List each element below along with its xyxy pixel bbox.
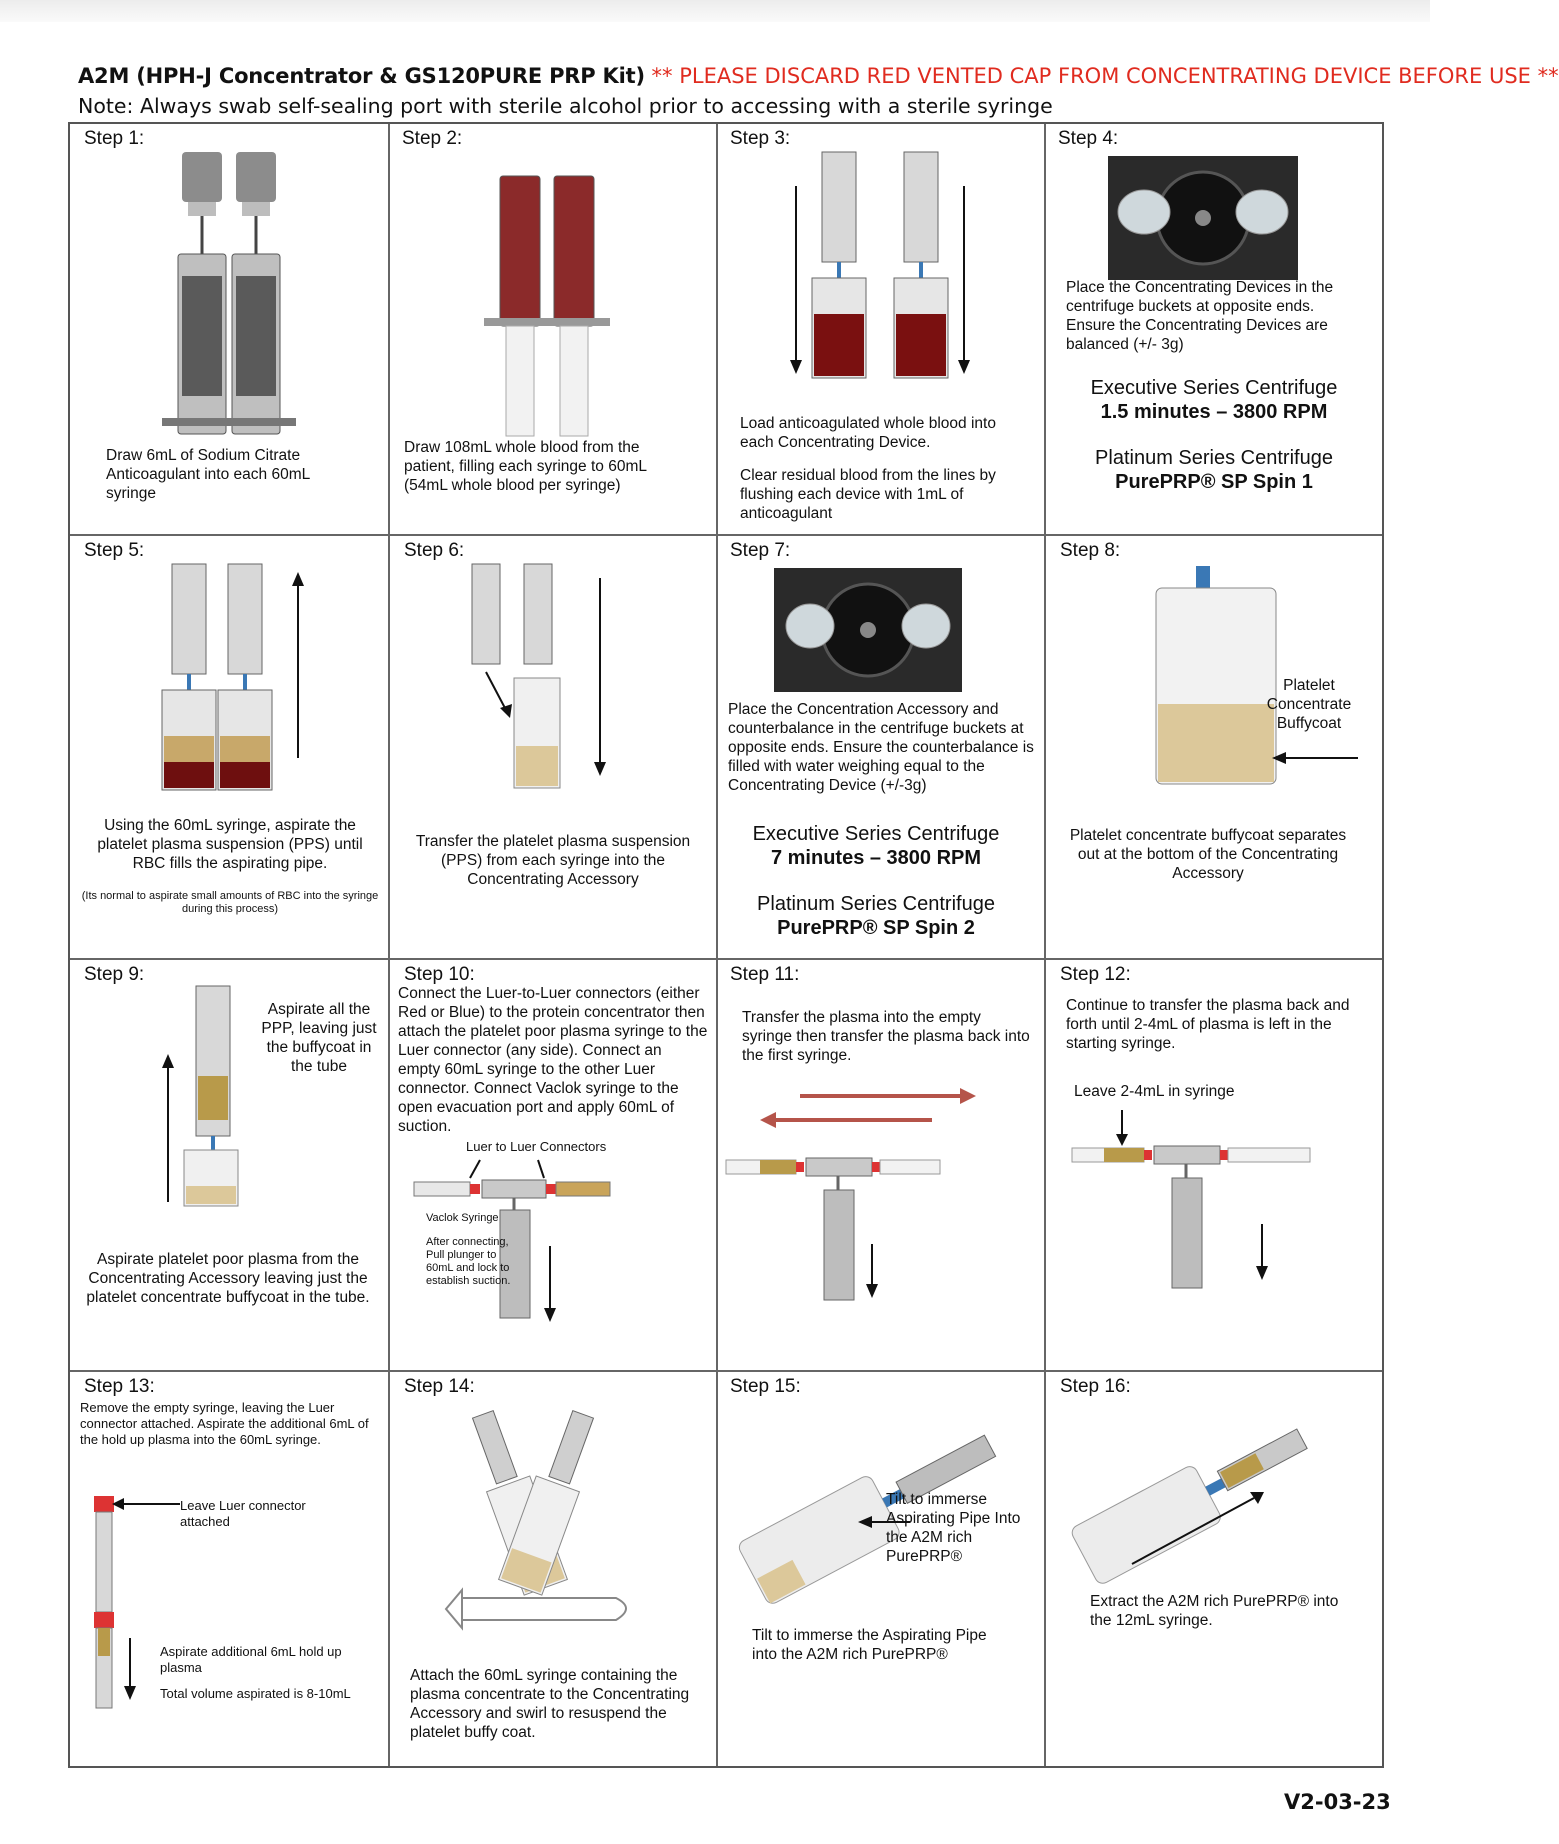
step-13-text: Remove the empty syringe, leaving the Luer connector attached. Aspirate the additional 6mL of the hold up plasma into the 60mL syringe. xyxy=(80,1400,369,1447)
swab-note: Note: Always swab self-sealing port with sterile alcohol prior to accessing with a sterile syringe xyxy=(78,94,1053,118)
version-label: V2-03-23 xyxy=(1284,1790,1391,1814)
luer-callout: Luer to Luer Connectors xyxy=(466,1139,607,1154)
aspirate-callout: Aspirate additional 6mL hold up plasma xyxy=(160,1644,342,1675)
step-3-text-2: Clear residual blood from the lines by flushing each device with 1mL of anticoagulant xyxy=(740,467,996,522)
step-5-cell xyxy=(70,536,388,958)
step-16-cell xyxy=(1046,1372,1384,1768)
buffycoat-tube-illustration xyxy=(1046,558,1384,778)
aspirate-callout: Aspirate all the PPP, leaving just the buffycoat in the tube xyxy=(261,1001,377,1075)
centrifuge-photo xyxy=(1044,154,1384,284)
step-9-cell xyxy=(70,960,388,1370)
step-7-cell xyxy=(716,536,1044,958)
step-13-cell xyxy=(70,1372,388,1768)
executive-time: 1.5 minutes – 3800 RPM xyxy=(1100,401,1328,423)
step-label: Step 4: xyxy=(1058,128,1119,149)
aspirate-pps-illustration xyxy=(70,558,388,808)
step-label: Step 10: xyxy=(404,964,475,985)
step-label: Step 8: xyxy=(1060,540,1121,561)
step-label: Step 1: xyxy=(84,128,145,149)
tilt-callout: Tilt to immerse Aspirating Pipe Into the A2M rich PurePRP® xyxy=(886,1491,1021,1565)
transfer-plasma-illustration xyxy=(716,1086,1044,1326)
platinum-spin: PurePRP® SP Spin 1 xyxy=(1115,471,1313,493)
top-shadow-bar xyxy=(0,0,1430,22)
extract-syringe-illustration xyxy=(1046,1392,1384,1592)
step-15-text: Tilt to immerse the Aspirating Pipe into the A2M rich PurePRP® xyxy=(752,1627,987,1663)
step-1-text: Draw 6mL of Sodium Citrate Anticoagulant into each 60mL syringe xyxy=(106,447,310,502)
step-5-text: Using the 60mL syringe, aspirate the platelet plasma suspension (PPS) until RBC fills the aspirating pipe. xyxy=(97,817,363,872)
step-2-cell xyxy=(388,124,716,534)
step-label: Step 5: xyxy=(84,540,145,561)
loading-devices-illustration xyxy=(716,146,1044,396)
swirl-illustration xyxy=(390,1408,716,1648)
step-14-text: Attach the 60mL syringe containing the plasma concentrate to the Concentrating Accessory and swirl to resuspend the platelet buffy coat. xyxy=(410,1667,690,1741)
syringe-vials-illustration xyxy=(70,146,388,446)
step-10-cell xyxy=(390,960,716,1370)
step-6-cell xyxy=(390,536,716,958)
step-11-text: Transfer the plasma into the empty syringe then transfer the plasma back into the first syringe. xyxy=(742,1009,1030,1064)
centrifuge-photo xyxy=(716,566,1044,696)
step-label: Step 11: xyxy=(730,964,800,985)
vaclok-instructions: After connecting, Pull plunger to 60mL and lock to establish suction. xyxy=(426,1236,511,1287)
executive-centrifuge: Executive Series Centrifuge xyxy=(752,823,1000,845)
step-label: Step 12: xyxy=(1060,964,1131,985)
step-6-text: Transfer the platelet plasma suspension (PPS) from each syringe into the Concentrating Accessory xyxy=(415,833,691,888)
executive-time: 7 minutes – 3800 RPM xyxy=(770,847,982,869)
step-15-cell xyxy=(716,1372,1044,1768)
step-5-note: (Its normal to aspirate small amounts of RBC into the syringe during this process) xyxy=(81,890,379,915)
step-14-cell xyxy=(390,1372,716,1768)
back-forth-illustration xyxy=(1046,1106,1384,1326)
step-label: Step 15: xyxy=(730,1376,801,1397)
step-1-cell xyxy=(70,124,388,534)
buffycoat-callout: Platelet Concentrate Buffycoat xyxy=(1266,677,1352,732)
step-9-text: Aspirate platelet poor plasma from the Concentrating Accessory leaving just the platelet concentrate buffycoat in the tube. xyxy=(86,1251,370,1306)
platinum-centrifuge: Platinum Series Centrifuge xyxy=(1095,447,1333,469)
step-12-text: Continue to transfer the plasma back and forth until 2-4mL of plasma is left in the starting syringe. xyxy=(1066,997,1350,1052)
step-16-text: Extract the A2M rich PurePRP® into the 12mL syringe. xyxy=(1090,1593,1339,1629)
executive-centrifuge: Executive Series Centrifuge xyxy=(1090,377,1338,399)
page-title xyxy=(78,64,1559,88)
blood-syringes-illustration xyxy=(388,146,716,446)
steps-grid xyxy=(68,122,1384,1768)
cap-warning: ** PLEASE DISCARD RED VENTED CAP FROM CONCENTRATING DEVICE BEFORE USE ** xyxy=(651,64,1559,88)
step-2-text: Draw 108mL whole blood from the patient, filling each syringe to 60mL (54mL whole blood per syringe) xyxy=(404,439,647,494)
step-4-cell xyxy=(1044,124,1384,534)
leave-callout: Leave 2-4mL in syringe xyxy=(1074,1083,1235,1100)
leave-luer-callout: Leave Luer connector attached xyxy=(180,1498,306,1529)
step-11-cell xyxy=(716,960,1044,1370)
step-label: Step 13: xyxy=(84,1376,155,1397)
transfer-pps-illustration xyxy=(390,558,716,808)
platinum-spin: PurePRP® SP Spin 2 xyxy=(777,917,975,939)
step-label: Step 16: xyxy=(1060,1376,1131,1397)
total-volume: Total volume aspirated is 8-10mL xyxy=(160,1686,351,1701)
step-label: Step 3: xyxy=(730,128,791,149)
platinum-centrifuge: Platinum Series Centrifuge xyxy=(757,893,995,915)
step-8-cell xyxy=(1046,536,1384,958)
step-label: Step 9: xyxy=(84,964,145,985)
step-label: Step 14: xyxy=(404,1376,475,1397)
step-label: Step 6: xyxy=(404,540,465,561)
step-label: Step 2: xyxy=(402,128,463,149)
step-8-text: Platelet concentrate buffycoat separates out at the bottom of the Concentrating Accessory xyxy=(1069,827,1347,882)
step-3-text-1: Load anticoagulated whole blood into each Concentrating Device. xyxy=(740,415,996,451)
step-7-text: Place the Concentration Accessory and counterbalance in the centrifuge buckets at opposite ends. Ensure the counterbalance is filled with water weighing equal to the Concentrating Device (+/-3g) xyxy=(728,701,1034,794)
step-3-cell xyxy=(716,124,1044,534)
step-12-cell xyxy=(1046,960,1384,1370)
kit-title: A2M (HPH-J Concentrator & GS120PURE PRP Kit) xyxy=(78,64,645,88)
step-label: Step 7: xyxy=(730,540,791,561)
vaclok-label: Vaclok Syringe xyxy=(426,1212,499,1224)
step-10-text: Connect the Luer-to-Luer connectors (either Red or Blue) to the protein concentrator then attach the platelet poor plasma syringe to the Luer connector (any side). Connect an empty 60mL syringe to the other Luer connector. Connect Vaclok syringe to the open evacuation port and apply 60mL of suction. xyxy=(398,985,708,1135)
step-4-text: Place the Concentrating Devices in the centrifuge buckets at opposite ends. Ensure the Concentrating Devices are balanced (+/- 3g) xyxy=(1066,279,1334,353)
